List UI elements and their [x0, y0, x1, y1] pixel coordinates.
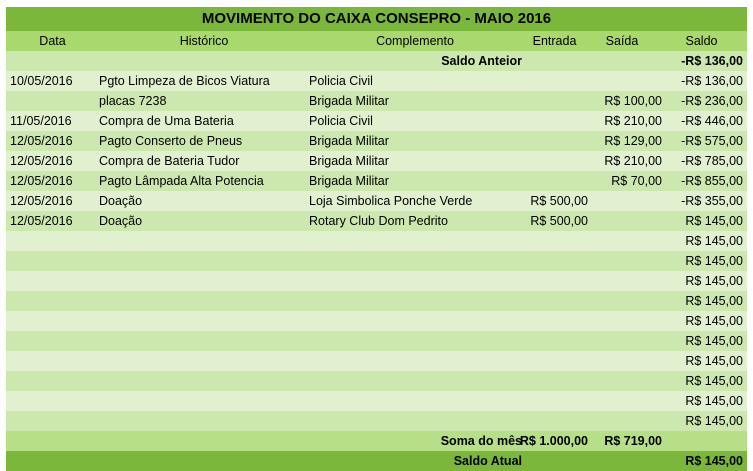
- header-history: Histórico: [179, 34, 229, 48]
- cell-date: 12/05/2016: [10, 154, 73, 168]
- cell-history: Pagto Lâmpada Alta Potencia: [99, 174, 264, 188]
- month-sum-entry: R$ 1.000,00: [519, 434, 588, 448]
- cell-balance: -R$ 446,00: [681, 114, 743, 128]
- table-row: [6, 331, 747, 351]
- cell-date: 12/05/2016: [10, 194, 73, 208]
- cell-complement: Policia Civil: [309, 74, 373, 88]
- cell-balance: -R$ 136,00: [681, 74, 743, 88]
- header-balance: Saldo: [685, 34, 718, 48]
- table-row: [6, 151, 747, 171]
- table-row: [6, 111, 747, 131]
- table-row: [6, 291, 747, 311]
- cell-entry: R$ 500,00: [530, 214, 588, 228]
- table-row: [6, 271, 747, 291]
- cell-balance: R$ 145,00: [685, 334, 743, 348]
- cell-history: Compra de Bateria Tudor: [99, 154, 240, 168]
- month-sum-exit: R$ 719,00: [604, 434, 662, 448]
- cell-balance: R$ 145,00: [685, 214, 743, 228]
- cell-complement: Brigada Militar: [309, 94, 389, 108]
- table-row: [6, 391, 747, 411]
- table-row: [6, 191, 747, 211]
- cell-exit: R$ 129,00: [604, 134, 662, 148]
- month-sum-row: [6, 431, 747, 451]
- cell-balance: R$ 145,00: [685, 414, 743, 428]
- cell-date: 12/05/2016: [10, 134, 73, 148]
- cell-exit: R$ 210,00: [604, 114, 662, 128]
- previous-balance-label: Saldo Anteior: [441, 54, 522, 68]
- header-exit: Saída: [605, 34, 639, 48]
- table-row: [6, 311, 747, 331]
- cell-balance: R$ 145,00: [685, 394, 743, 408]
- cell-exit: R$ 100,00: [604, 94, 662, 108]
- cell-balance: -R$ 575,00: [681, 134, 743, 148]
- cell-complement: Policia Civil: [309, 114, 373, 128]
- cell-date: 10/05/2016: [10, 74, 73, 88]
- cell-balance: R$ 145,00: [685, 294, 743, 308]
- cell-complement: Rotary Club Dom Pedrito: [309, 214, 448, 228]
- header-entry: Entrada: [532, 34, 577, 48]
- cell-date: 12/05/2016: [10, 214, 73, 228]
- cell-complement: Brigada Militar: [309, 174, 389, 188]
- cell-history: placas 7238: [99, 94, 167, 108]
- table-row: [6, 411, 747, 431]
- cell-date: 11/05/2016: [10, 114, 72, 128]
- table-row: [6, 171, 747, 191]
- cell-complement: Brigada Militar: [309, 134, 389, 148]
- cell-history: Pagto Conserto de Pneus: [99, 134, 243, 148]
- table-row: [6, 231, 747, 251]
- table-row: [6, 71, 747, 91]
- current-balance-label: Saldo Atual: [453, 454, 522, 468]
- cash-movement-sheet: [6, 7, 747, 471]
- table-row: [6, 211, 747, 231]
- header-row: [6, 31, 747, 51]
- table-row: [6, 251, 747, 271]
- table-row: [6, 371, 747, 391]
- header-date: Data: [39, 34, 66, 48]
- table-row: [6, 351, 747, 371]
- cell-balance: -R$ 785,00: [681, 154, 743, 168]
- cell-entry: R$ 500,00: [530, 194, 588, 208]
- cell-balance: R$ 145,00: [685, 374, 743, 388]
- transaction-rows: [6, 71, 747, 431]
- cell-balance: R$ 145,00: [685, 354, 743, 368]
- previous-balance-row: [6, 51, 747, 71]
- table-row: [6, 91, 747, 111]
- header-complement: Complemento: [376, 34, 454, 48]
- current-balance-value: R$ 145,00: [685, 454, 743, 468]
- current-balance-row: [6, 451, 747, 471]
- cell-balance: R$ 145,00: [685, 274, 743, 288]
- cell-balance: -R$ 855,00: [681, 174, 743, 188]
- cell-balance: R$ 145,00: [685, 254, 743, 268]
- cell-exit: R$ 210,00: [604, 154, 662, 168]
- cell-exit: R$ 70,00: [611, 174, 662, 188]
- cell-date: 12/05/2016: [10, 174, 73, 188]
- title-row: [6, 7, 747, 31]
- cell-complement: Loja Simbolica Ponche Verde: [309, 194, 473, 208]
- table-row: [6, 131, 747, 151]
- sheet-title: MOVIMENTO DO CAIXA CONSEPRO - MAIO 2016: [201, 10, 552, 27]
- cell-history: Pgto Limpeza de Bicos Viatura: [99, 74, 270, 88]
- cell-balance: R$ 145,00: [685, 234, 743, 248]
- previous-balance-value: -R$ 136,00: [681, 54, 743, 68]
- cell-balance: R$ 145,00: [685, 314, 743, 328]
- cell-balance: -R$ 355,00: [681, 194, 743, 208]
- cell-balance: -R$ 236,00: [681, 94, 743, 108]
- cell-history: Doação: [99, 194, 143, 208]
- month-sum-label: Soma do mês: [440, 434, 522, 448]
- cell-complement: Brigada Militar: [309, 154, 389, 168]
- cell-history: Doação: [99, 214, 143, 228]
- cell-history: Compra de Uma Bateria: [99, 114, 234, 128]
